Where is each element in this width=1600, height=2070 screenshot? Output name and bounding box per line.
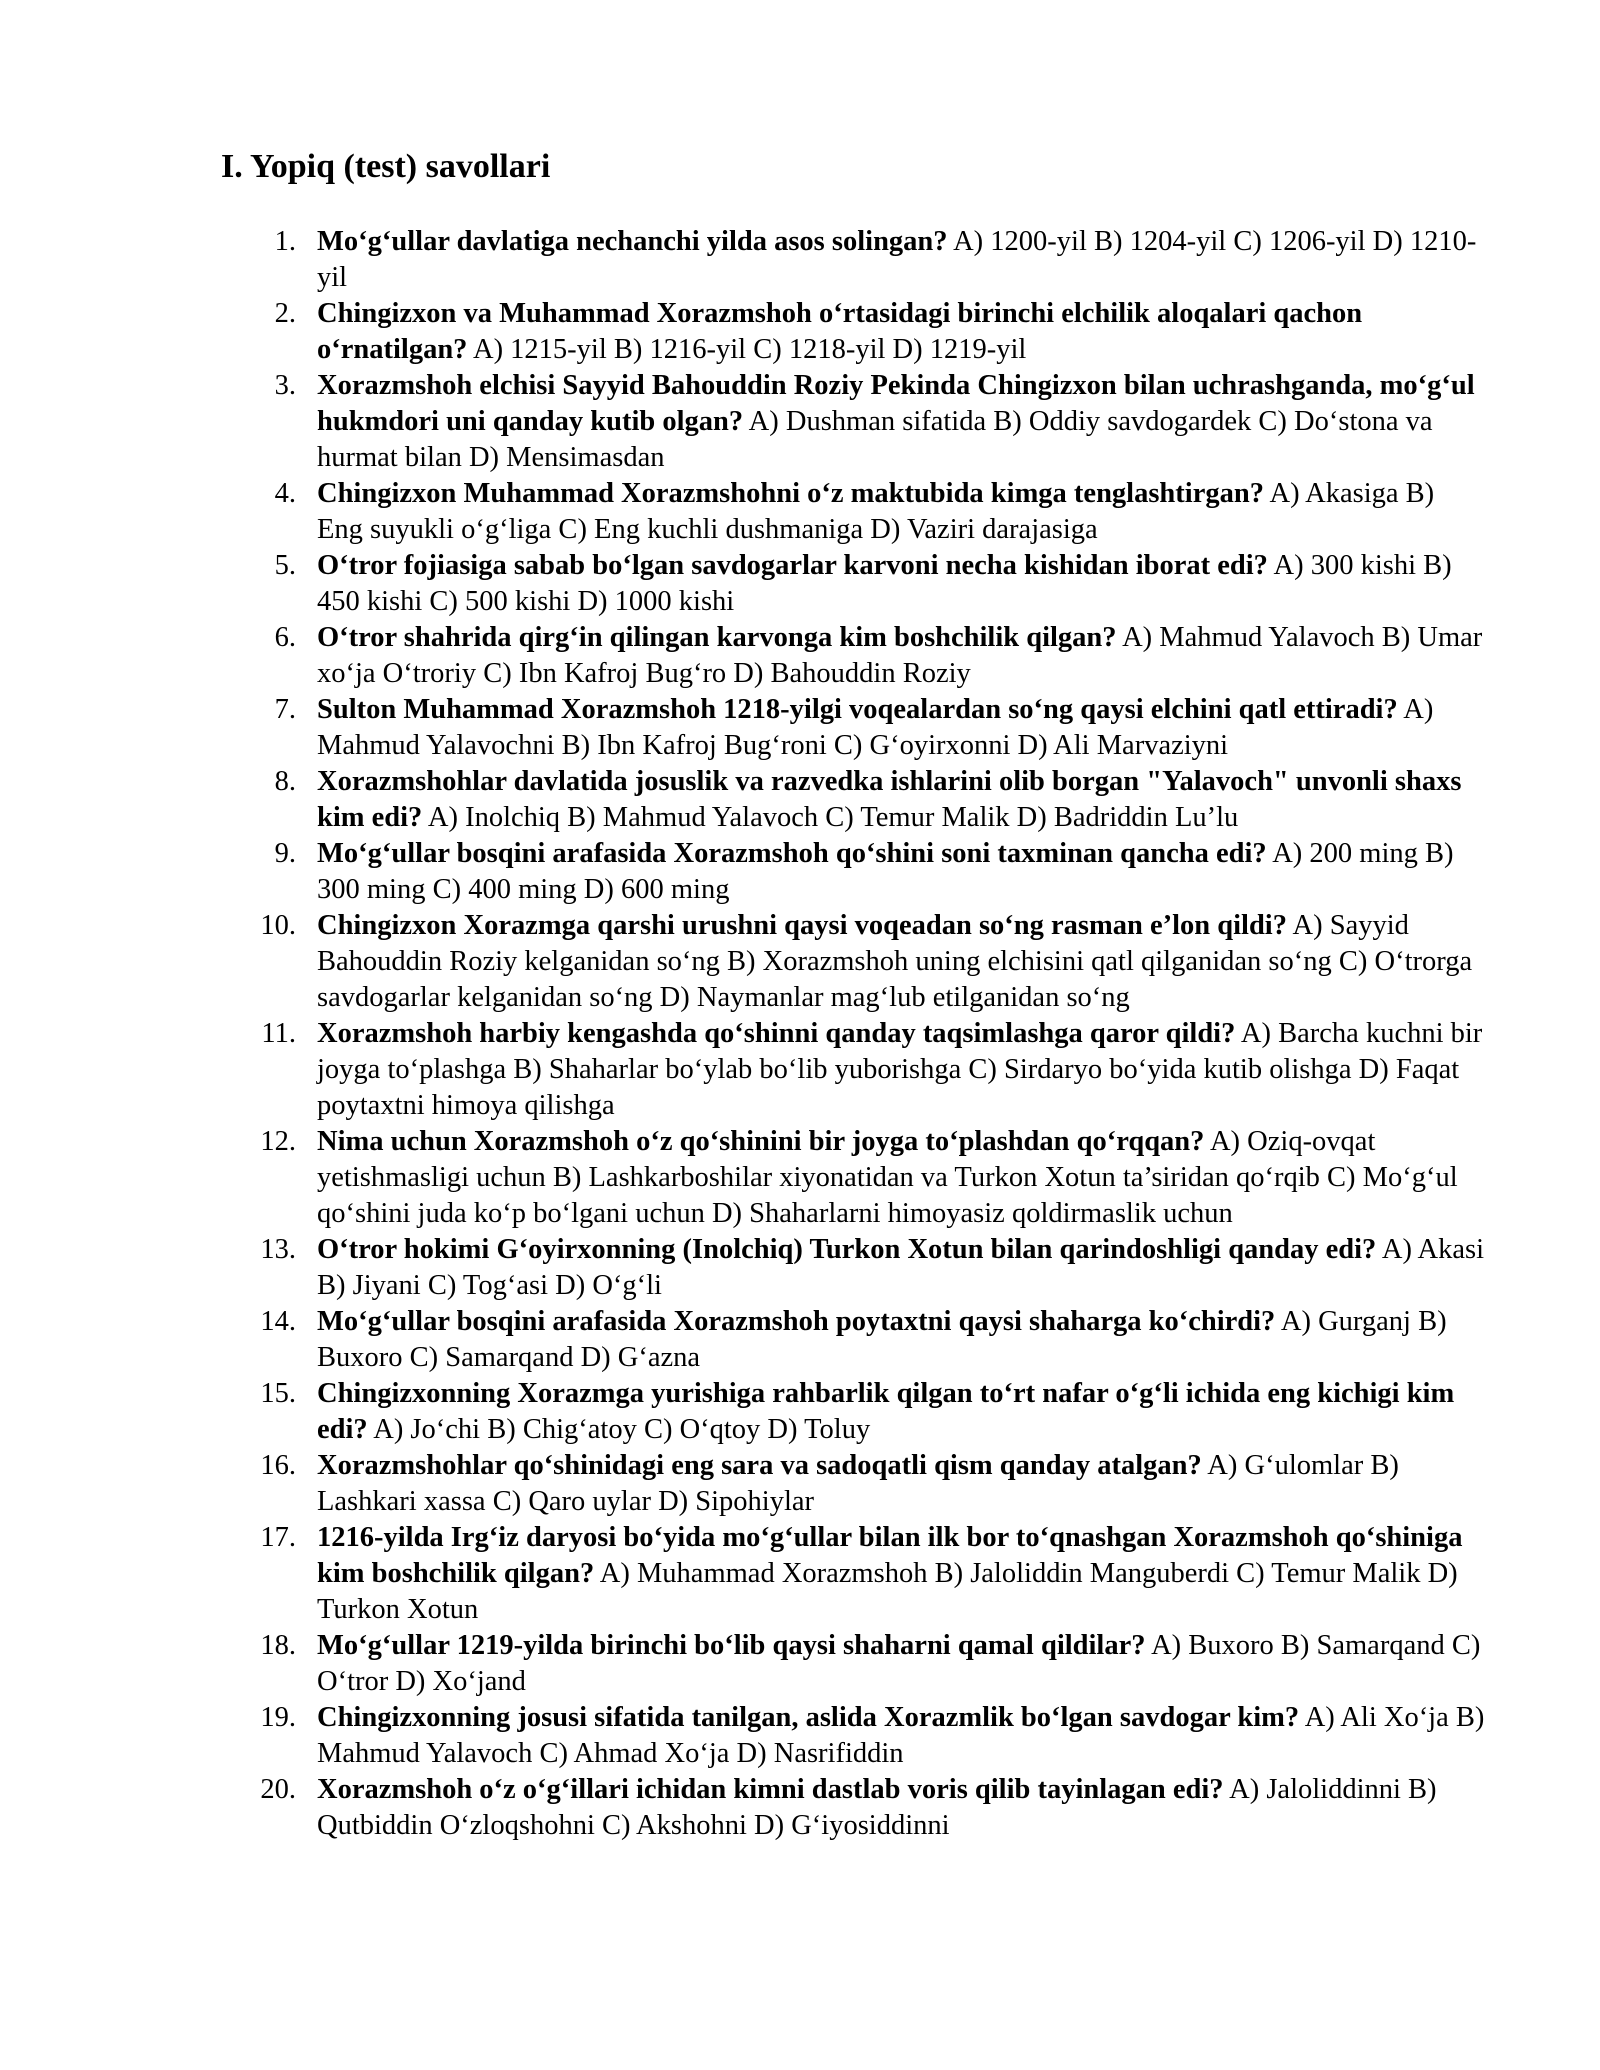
question-item <box>0 476 1487 548</box>
question-item <box>0 1700 1487 1772</box>
question-text: Chingizxon Xorazmga qarshi urushni qaysi voqeadan so‘ng rasman e’lon qildi? <box>317 910 1287 941</box>
question-item <box>0 1232 1487 1304</box>
answer-options: A) Ali Xo‘ja B) Mahmud Yalavoch C) Ahmad Xo‘ja D) Nasrifiddin <box>317 1702 1485 1769</box>
answer-options: A) Oziq-ovqat yetishmasligi uchun B) Lashkarboshilar xiyonatidan va Turkon Xotun ta’siridan qo‘rqib C) Mo‘g‘ul qo‘shini juda ko‘p bo‘lgani uchun D) Shaharlarni himoyasiz qoldirmaslik uchun <box>317 1126 1458 1229</box>
answer-options: A) G‘ulomlar B) Lashkari xassa C) Qaro uylar D) Sipohiylar <box>317 1450 1399 1517</box>
question-number: 14. <box>260 1306 296 1337</box>
answer-options: A) Jaloliddinni B) Qutbiddin O‘zloqshohni C) Akshohni D) G‘iyosiddinni <box>317 1774 1437 1841</box>
question-text: Sulton Muhammad Xorazmshoh 1218-yilgi voqealardan so‘ng qaysi elchini qatl ettiradi? <box>317 694 1398 725</box>
answer-options: A) Buxoro B) Samarqand C) O‘tror D) Xo‘jand <box>317 1630 1481 1697</box>
answer-options: A) 1215-yil B) 1216-yil C) 1218-yil D) 1219-yil <box>472 334 1027 365</box>
question-number: 8. <box>274 766 296 797</box>
question-number: 3. <box>274 370 296 401</box>
question-item <box>0 836 1487 908</box>
question-text: Xorazmshoh elchisi Sayyid Bahouddin Roziy Pekinda Chingizxon bilan uchrashganda, mo‘g‘ul hukmdori uni qanday kutib olgan? <box>317 370 1475 437</box>
question-text: Mo‘g‘ullar 1219-yilda birinchi bo‘lib qaysi shaharni qamal qildilar? <box>317 1630 1146 1661</box>
question-text: Xorazmshohlar davlatida josuslik va razvedka ishlarini olib borgan "Yalavoch" unvonli shaxs kim edi? <box>317 766 1462 833</box>
answer-options: A) Barcha kuchni bir joyga to‘plashga B) Shaharlar bo‘ylab bo‘lib yuborishga C) Sirdaryo bo‘yida kutib olishga D) Faqat poytaxtni himoya qilishga <box>317 1018 1483 1121</box>
question-item <box>0 1376 1487 1448</box>
answer-options: A) Sayyid Bahouddin Roziy kelganidan so‘ng B) Xorazmshoh uning elchisini qatl qilganidan so‘ng C) O‘trorga savdogarlar kelganidan so‘ng D) Naymanlar mag‘lub etilganidan so‘ng <box>317 910 1473 1013</box>
answer-options: A) Mahmud Yalavoch B) Umar xo‘ja O‘troriy C) Ibn Kafroj Bug‘ro D) Bahouddin Roziy <box>317 622 1483 689</box>
question-item <box>0 224 1487 296</box>
answer-options: A) Muhammad Xorazmshoh B) Jaloliddin Manguberdi C) Temur Malik D) Turkon Xotun <box>317 1558 1458 1625</box>
question-item <box>0 908 1487 1016</box>
question-text: Chingizxonning josusi sifatida tanilgan, aslida Xorazmlik bo‘lgan savdogar kim? <box>317 1702 1300 1733</box>
question-item <box>0 620 1487 692</box>
question-number: 12. <box>260 1126 296 1157</box>
answer-options: A) Mahmud Yalavochni B) Ibn Kafroj Bug‘roni C) G‘oyirxonni D) Ali Marvaziyni <box>317 694 1434 761</box>
question-number: 11. <box>261 1018 296 1049</box>
question-number: 1. <box>274 226 296 257</box>
question-text: Mo‘g‘ullar bosqini arafasida Xorazmshoh qo‘shini soni taxminan qancha edi? <box>317 838 1267 869</box>
answer-options: A) 200 ming B) 300 ming C) 400 ming D) 600 ming <box>317 838 1454 905</box>
question-item <box>0 1628 1487 1700</box>
question-number: 19. <box>260 1702 296 1733</box>
question-number: 7. <box>274 694 296 725</box>
question-item <box>0 1124 1487 1232</box>
question-item <box>0 548 1487 620</box>
question-text: Xorazmshoh harbiy kengashda qo‘shinni qanday taqsimlashga qaror qildi? <box>317 1018 1236 1049</box>
question-text: Mo‘g‘ullar bosqini arafasida Xorazmshoh poytaxtni qaysi shaharga ko‘chirdi? <box>317 1306 1276 1337</box>
question-item <box>0 764 1487 836</box>
question-item <box>0 692 1487 764</box>
question-item <box>0 1448 1487 1520</box>
question-text: O‘tror hokimi G‘oyirxonning (Inolchiq) Turkon Xotun bilan qarindoshligi qanday edi? <box>317 1234 1377 1265</box>
question-number: 10. <box>260 910 296 941</box>
question-item <box>0 296 1487 368</box>
answer-options: A) 300 kishi B) 450 kishi C) 500 kishi D) 1000 kishi <box>317 550 1452 617</box>
question-number: 2. <box>274 298 296 329</box>
answer-options: A) Jo‘chi B) Chig‘atoy C) O‘qtoy D) Toluy <box>373 1414 871 1445</box>
question-number: 17. <box>260 1522 296 1553</box>
question-item <box>0 1772 1487 1844</box>
question-text: Chingizxonning Xorazmga yurishiga rahbarlik qilgan to‘rt nafar o‘g‘li ichida eng kichigi kim edi? <box>317 1378 1455 1445</box>
question-text: Xorazmshohlar qo‘shinidagi eng sara va sadoqatli qism qanday atalgan? <box>317 1450 1202 1481</box>
answer-options: A) Inolchiq B) Mahmud Yalavoch C) Temur Malik D) Badriddin Lu’lu <box>427 802 1239 833</box>
section-title: I. Yopiq (test) savollari <box>221 148 551 185</box>
question-number: 20. <box>260 1774 296 1805</box>
answer-options: A) 1200-yil B) 1204-yil C) 1206-yil D) 1210-yil <box>317 226 1477 293</box>
question-number: 15. <box>260 1378 296 1409</box>
question-text: Nima uchun Xorazmshoh o‘z qo‘shinini bir joyga to‘plashdan qo‘rqqan? <box>317 1126 1205 1157</box>
answer-options: A) Akasi B) Jiyani C) Tog‘asi D) O‘g‘li <box>317 1234 1484 1301</box>
question-item <box>0 1304 1487 1376</box>
question-item <box>0 1016 1487 1124</box>
question-number: 9. <box>274 838 296 869</box>
question-text: Chingizxon Muhammad Xorazmshohni o‘z maktubida kimga tenglashtirgan? <box>317 478 1264 509</box>
question-number: 5. <box>274 550 296 581</box>
question-item <box>0 1520 1487 1628</box>
question-text: Chingizxon va Muhammad Xorazmshoh o‘rtasidagi birinchi elchilik aloqalari qachon o‘rnatilgan? <box>317 298 1363 365</box>
question-number: 16. <box>260 1450 296 1481</box>
answer-options: A) Akasiga B) Eng suyukli o‘g‘liga C) Eng kuchli dushmaniga D) Vaziri darajasiga <box>317 478 1435 545</box>
answer-options: A) Dushman sifatida B) Oddiy savdogardek C) Do‘stona va hurmat bilan D) Mensimasdan <box>317 406 1433 473</box>
question-number: 4. <box>274 478 296 509</box>
question-text: Xorazmshoh o‘z o‘g‘illari ichidan kimni dastlab voris qilib tayinlagan edi? <box>317 1774 1224 1805</box>
question-text: 1216-yilda Irg‘iz daryosi bo‘yida mo‘g‘ullar bilan ilk bor to‘qnashgan Xorazmshoh qo‘shiniga kim boshchilik qilgan? <box>317 1522 1463 1589</box>
question-list <box>0 224 1600 1844</box>
question-text: Mo‘g‘ullar davlatiga nechanchi yilda asos solingan? <box>317 226 948 257</box>
question-text: O‘tror shahrida qirg‘in qilingan karvonga kim boshchilik qilgan? <box>317 622 1117 653</box>
question-item <box>0 368 1487 476</box>
question-number: 18. <box>260 1630 296 1661</box>
question-number: 13. <box>260 1234 296 1265</box>
answer-options: A) Gurganj B) Buxoro C) Samarqand D) G‘azna <box>317 1306 1447 1373</box>
question-number: 6. <box>274 622 296 653</box>
question-text: O‘tror fojiasiga sabab bo‘lgan savdogarlar karvoni necha kishidan iborat edi? <box>317 550 1268 581</box>
